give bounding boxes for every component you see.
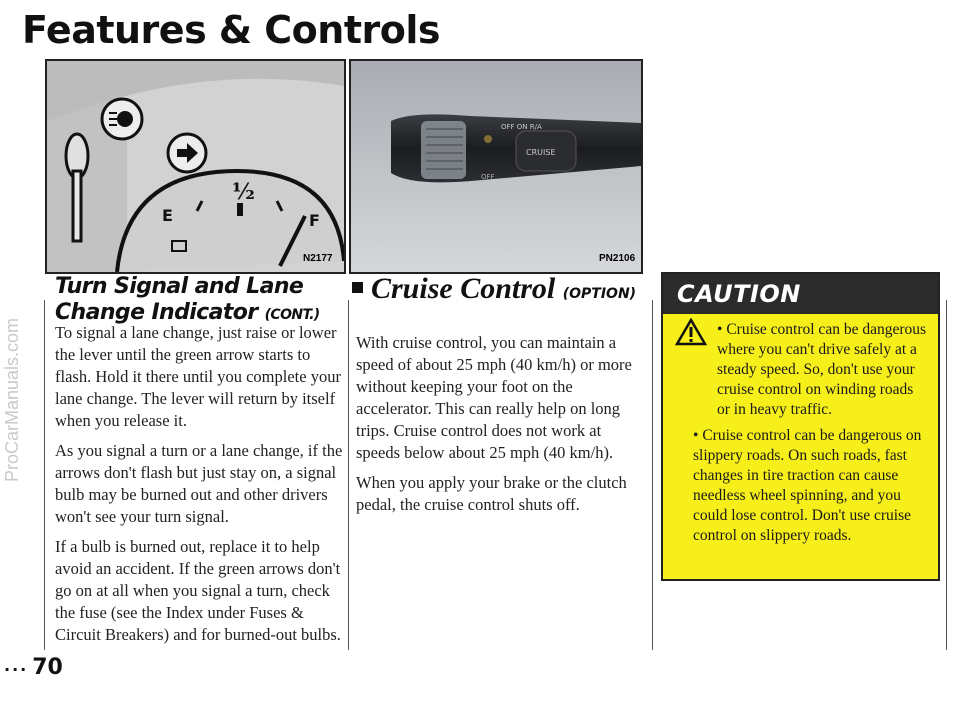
watermark: ProCarManuals.com [2, 317, 22, 483]
column-divider [44, 300, 45, 650]
gauge-empty-label: E [162, 206, 173, 225]
cruise-lever-figure [349, 59, 643, 274]
gauge-half-label: ½ [232, 179, 255, 205]
caution-item: • Cruise control can be dangerous on slippery roads. On such roads, fast changes in tire traction can cause needless wheel spinning, and you could lose control. Don't use cruise control on slippery roads. [693, 427, 922, 544]
paragraph: With cruise control, you can maintain a speed of about 25 mph (40 km/h) or more without keeping your foot on the accelerator. This can really help on long trips. Cruise control does not work at speeds below about 25 mph (40 km/h). [356, 333, 632, 462]
caution-list [677, 320, 927, 552]
svg-text:CRUISE: CRUISE [526, 148, 556, 157]
instrument-cluster-illustration [47, 61, 344, 272]
column-divider [946, 300, 947, 650]
caution-title: CAUTION [677, 280, 801, 308]
svg-text:OFF: OFF [481, 173, 495, 181]
paragraph: To signal a lane change, just raise or lower the lever until the green arrow starts to flash. Hold it there until you complete your lane change. The lever will return by itself when you release it. [55, 323, 341, 430]
figure-code: N2177 [303, 253, 333, 264]
gauge-full-label: F [309, 211, 320, 230]
paragraph: If a bulb is burned out, replace it to help avoid an accident. If the green arrows don't go on at all when you signal a turn, check the fuse (see the Index under Fuses & Circuit Breakers) and for burned-out bulbs. [55, 537, 341, 644]
cruise-control-body [356, 332, 644, 524]
figure-code: PN2106 [599, 253, 636, 264]
svg-text:OFF ON R/A: OFF ON R/A [501, 123, 542, 131]
caution-box [661, 272, 940, 581]
section-bullet-icon [352, 282, 363, 293]
cruise-lever-illustration [351, 61, 641, 272]
page-number: ... 70 [4, 655, 63, 680]
paragraph: When you apply your brake or the clutch pedal, the cruise control shuts off. [356, 473, 627, 514]
caution-header [663, 274, 938, 314]
column-divider [348, 300, 349, 650]
page-title: Features & Controls [22, 8, 440, 52]
column-divider [652, 300, 653, 650]
caution-item: • Cruise control can be dangerous where you can't drive safely at a steady speed. So, don't use your cruise control on winding roads or in heavy traffic. [717, 321, 927, 418]
turn-signal-body [55, 322, 345, 654]
cruise-control-heading: Cruise Control (OPTION) [352, 272, 636, 306]
turn-signal-heading: Turn Signal and Lane Change Indicator (CONT.) [55, 274, 320, 325]
paragraph: As you signal a turn or a lane change, if the arrows don't flash but just stay on, a signal bulb may be burned out and other drivers won't see your turn signal. [55, 441, 343, 526]
instrument-cluster-figure [45, 59, 346, 274]
